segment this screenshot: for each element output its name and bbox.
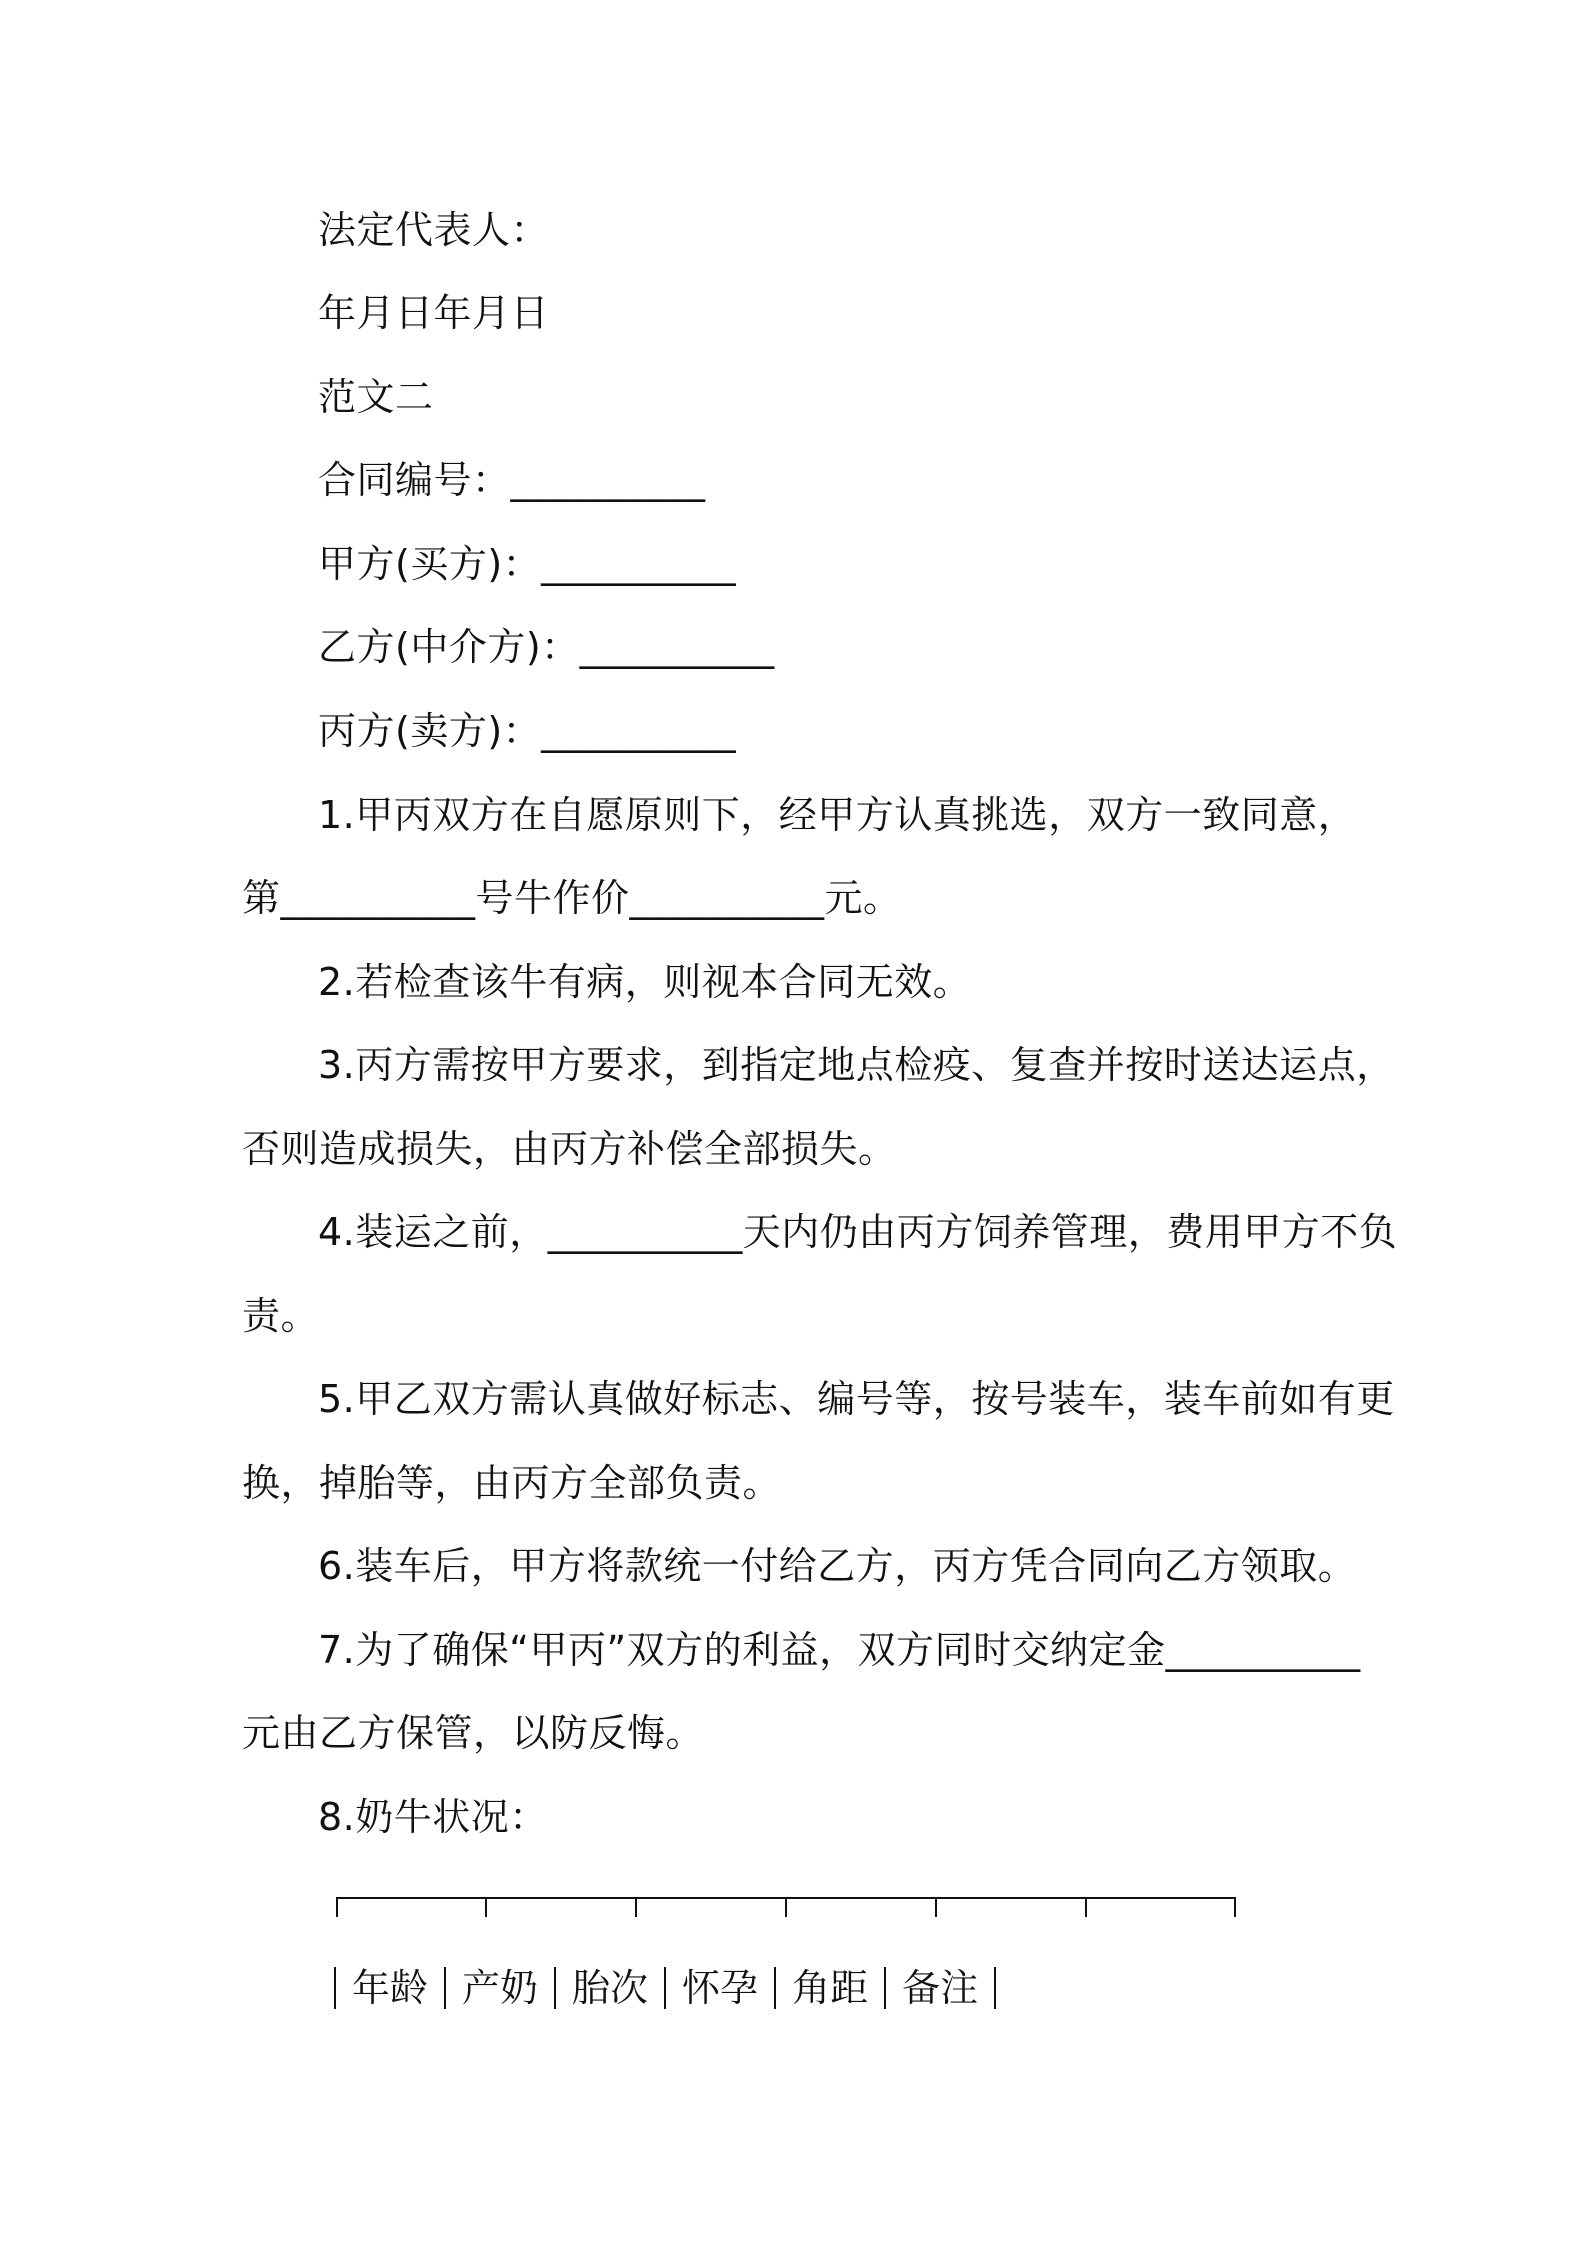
- table-column-tick: [1234, 1897, 1236, 1917]
- clause-5-line-2: 换，掉胎等，由丙方全部负责。: [242, 1461, 782, 1505]
- clause-4-line-2: 责。: [242, 1294, 320, 1338]
- table-column-tick: [785, 1897, 787, 1917]
- table-separator: [334, 1967, 336, 2009]
- clause-5-line-1: 5.甲乙双方需认真做好标志、编号等，按号装车，装车前如有更: [318, 1377, 1395, 1421]
- legal-representative-line: 法定代表人：: [318, 208, 550, 252]
- table-separator: [664, 1967, 666, 2009]
- clause-7-line-1: 7.为了确保“甲丙”双方的利益，双方同时交纳定金__________: [318, 1628, 1361, 1672]
- sample-title: 范文二: [318, 375, 434, 419]
- table-column-tick: [935, 1897, 937, 1917]
- table-column-tick: [1085, 1897, 1087, 1917]
- table-column-tick: [485, 1897, 487, 1917]
- clause-8: 8.奶牛状况：: [318, 1795, 548, 1839]
- table-separator: [554, 1967, 556, 2009]
- clause-6: 6.装车后，甲方将款统一付给乙方，丙方凭合同向乙方领取。: [318, 1544, 1357, 1588]
- clause-1-line-2: 第__________号牛作价__________元。: [242, 876, 902, 920]
- clause-2: 2.若检查该牛有病，则视本合同无效。: [318, 960, 972, 1004]
- header-horn-distance: 角距: [792, 1965, 869, 2010]
- table-separator: [444, 1967, 446, 2009]
- header-milk-yield: 产奶: [462, 1965, 539, 2010]
- clause-4-line-1: 4.装运之前，__________天内仍由丙方饲养管理，费用甲方不负: [318, 1210, 1398, 1254]
- clause-3-line-1: 3.丙方需按甲方要求，到指定地点检疫、复查并按时送达运点，: [318, 1043, 1395, 1087]
- header-remarks: 备注: [902, 1965, 979, 2010]
- table-column-tick: [635, 1897, 637, 1917]
- clause-1-line-1: 1.甲丙双方在自愿原则下，经甲方认真挑选，双方一致同意，: [318, 793, 1357, 837]
- header-parity: 胎次: [572, 1965, 649, 2010]
- clause-7-line-2: 元由乙方保管，以防反悔。: [242, 1711, 705, 1755]
- clause-3-line-2: 否则造成损失，由丙方补偿全部损失。: [242, 1127, 897, 1171]
- table-separator: [994, 1967, 996, 2009]
- date-line: 年月日年月日: [318, 291, 550, 335]
- table-separator: [884, 1967, 886, 2009]
- contract-number-line: 合同编号：__________: [318, 458, 706, 502]
- table-separator: [774, 1967, 776, 2009]
- cow-status-table-header: [318, 1960, 1012, 2013]
- party-c-line: 丙方(卖方)：__________: [318, 709, 737, 753]
- table-column-tick: [336, 1897, 338, 1917]
- party-a-line: 甲方(买方)：__________: [318, 542, 737, 586]
- header-pregnancy: 怀孕: [682, 1965, 759, 2010]
- cow-status-table-frame: [336, 1897, 1236, 1917]
- party-b-line: 乙方(中介方)：__________: [318, 625, 775, 669]
- header-age: 年龄: [352, 1965, 429, 2010]
